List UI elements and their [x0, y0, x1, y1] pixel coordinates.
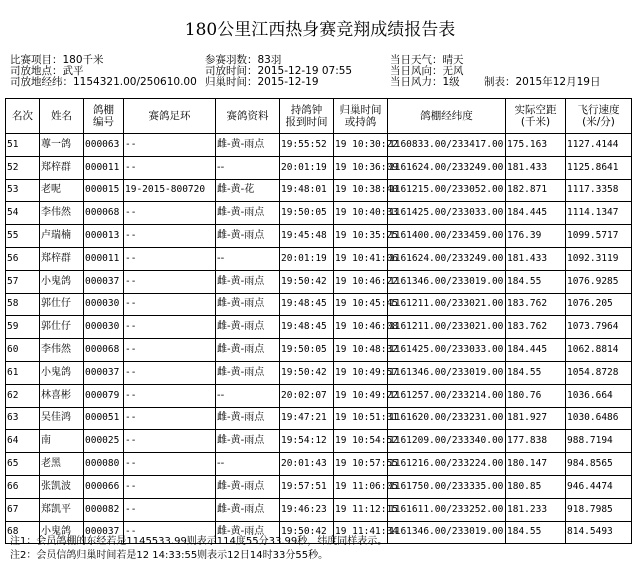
cell-coords: 1161425.00/233033.00: [388, 202, 506, 225]
cell-coords: 1161425.00/233033.00: [388, 339, 506, 362]
cell-loft-no: 000030: [84, 316, 124, 339]
cell-clock-time: 19:47:21: [280, 407, 334, 430]
cell-distance: 184.55: [506, 361, 566, 384]
cell-coords: 1161215.00/233052.00: [388, 179, 506, 202]
cell-return-time: 19 10:48:32: [334, 339, 388, 362]
cell-name: 吴佳鸿: [40, 407, 84, 430]
wind-direction: 当日风向：无风: [390, 65, 464, 77]
cell-clock-time: 19:54:12: [280, 430, 334, 453]
cell-distance: 184.55: [506, 270, 566, 293]
cell-loft-no: 000011: [84, 156, 124, 179]
table-row: [6, 179, 632, 202]
cell-ring: --: [124, 407, 216, 430]
cell-loft-no: 000011: [84, 247, 124, 270]
cell-return-time: 19 10:45:45: [334, 293, 388, 316]
cell-return-time: 19 10:46:22: [334, 270, 388, 293]
cell-distance: 180.85: [506, 475, 566, 498]
cell-ring: --: [124, 293, 216, 316]
cell-rank: 63: [6, 407, 40, 430]
cell-name: 老呢: [40, 179, 84, 202]
cell-ring: --: [124, 430, 216, 453]
cell-loft-no: 000063: [84, 134, 124, 157]
cell-distance: 180.147: [506, 453, 566, 476]
cell-pigeon-info: 雌-黄-雨点: [216, 521, 280, 544]
cell-rank: 59: [6, 316, 40, 339]
report-title: 180公里江西热身赛竞翔成绩报告表: [184, 20, 456, 40]
cell-coords: 1161211.00/233021.00: [388, 316, 506, 339]
cell-clock-time: 19:50:05: [280, 339, 334, 362]
cell-return-time: 19 10:35:25: [334, 225, 388, 248]
cell-distance: 183.762: [506, 293, 566, 316]
cell-pigeon-info: 雌-黄-雨点: [216, 225, 280, 248]
cell-loft-no: 000082: [84, 498, 124, 521]
cell-loft-no: 000037: [84, 270, 124, 293]
cell-rank: 51: [6, 134, 40, 157]
table-row: [6, 247, 632, 270]
cell-return-time: 19 10:38:40: [334, 179, 388, 202]
cell-return-time: 19 10:46:08: [334, 316, 388, 339]
cell-distance: 180.76: [506, 384, 566, 407]
cell-speed: 1076.205: [566, 293, 632, 316]
cell-clock-time: 19:48:45: [280, 316, 334, 339]
cell-speed: 1114.1347: [566, 202, 632, 225]
cell-name: 林喜彬: [40, 384, 84, 407]
cell-pigeon-info: 雌-黄-雨点: [216, 407, 280, 430]
col-header-pigeon-info: 赛鸽资料: [216, 99, 280, 134]
table-row: [6, 430, 632, 453]
release-place: 司放地点：武平: [10, 65, 84, 77]
cell-name: 张凯波: [40, 475, 84, 498]
cell-distance: 184.55: [506, 521, 566, 544]
cell-pigeon-info: 雌-黄-雨点: [216, 270, 280, 293]
cell-coords: 1161209.00/233340.00: [388, 430, 506, 453]
col-header-ring: 赛鸽足环: [124, 99, 216, 134]
cell-rank: 52: [6, 156, 40, 179]
cell-name: 卢瑞楠: [40, 225, 84, 248]
release-coords: 司放地经纬：1154321.00/250610.00: [10, 76, 197, 88]
cell-rank: 58: [6, 293, 40, 316]
cell-ring: --: [124, 156, 216, 179]
cell-speed: 1092.3119: [566, 247, 632, 270]
cell-distance: 184.445: [506, 202, 566, 225]
table-row: [6, 156, 632, 179]
cell-loft-no: 000013: [84, 225, 124, 248]
cell-distance: 181.433: [506, 247, 566, 270]
cell-speed: 988.7194: [566, 430, 632, 453]
cell-coords: 1160833.00/233417.00: [388, 134, 506, 157]
cell-rank: 57: [6, 270, 40, 293]
cell-name: 蓴一鸽: [40, 134, 84, 157]
cell-ring: --: [124, 202, 216, 225]
cell-rank: 55: [6, 225, 40, 248]
table-row: [6, 384, 632, 407]
cell-coords: 1161611.00/233252.00: [388, 498, 506, 521]
cell-speed: 1127.4144: [566, 134, 632, 157]
cell-loft-no: 000030: [84, 293, 124, 316]
col-header-clock-time: 持鸽钟 报到时间: [280, 99, 334, 134]
table-row: [6, 225, 632, 248]
cell-return-time: 19 11:41:34: [334, 521, 388, 544]
cell-speed: 1125.8641: [566, 156, 632, 179]
cell-rank: 62: [6, 384, 40, 407]
cell-name: 郑梓群: [40, 247, 84, 270]
note-2: 注2：会员信鸽归巢时间若是12 14:33:55则表示12日14时33分55秒。: [10, 550, 329, 561]
cell-clock-time: 19:50:42: [280, 270, 334, 293]
table-body: [6, 134, 632, 544]
wind-force: 当日风力：1级: [390, 76, 460, 88]
cell-coords: 1161346.00/233019.00: [388, 521, 506, 544]
cell-pigeon-info: 雌-黄-雨点: [216, 361, 280, 384]
cell-pigeon-info: 雌-黄-花: [216, 179, 280, 202]
cell-name: 南: [40, 430, 84, 453]
cell-distance: 184.445: [506, 339, 566, 362]
cell-speed: 1073.7964: [566, 316, 632, 339]
col-header-name: 姓名: [40, 99, 84, 134]
cell-return-time: 19 10:49:57: [334, 361, 388, 384]
cell-coords: 1161620.00/233231.00: [388, 407, 506, 430]
cell-speed: 918.7985: [566, 498, 632, 521]
cell-loft-no: 000025: [84, 430, 124, 453]
release-time: 司放时间：2015-12-19 07:55: [205, 65, 353, 77]
cell-return-time: 19 11:12:15: [334, 498, 388, 521]
cell-clock-time: 19:55:52: [280, 134, 334, 157]
cell-ring: 19-2015-800720: [124, 179, 216, 202]
cell-speed: 814.5493: [566, 521, 632, 544]
cell-rank: 60: [6, 339, 40, 362]
cell-coords: 1161346.00/233019.00: [388, 361, 506, 384]
weather: 当日天气：晴天: [390, 54, 464, 66]
cell-speed: 1076.9285: [566, 270, 632, 293]
cell-clock-time: 20:02:07: [280, 384, 334, 407]
race-item: 比赛项目：180千米: [10, 54, 104, 66]
cell-coords: 1161257.00/233214.00: [388, 384, 506, 407]
cell-speed: 984.8565: [566, 453, 632, 476]
cell-ring: --: [124, 339, 216, 362]
table-row: [6, 339, 632, 362]
cell-clock-time: 19:48:01: [280, 179, 334, 202]
cell-clock-time: 20:01:19: [280, 247, 334, 270]
cell-ring: --: [124, 316, 216, 339]
cell-coords: 1161211.00/233021.00: [388, 293, 506, 316]
cell-return-time: 19 11:06:05: [334, 475, 388, 498]
table-row: [6, 498, 632, 521]
cell-loft-no: 000068: [84, 339, 124, 362]
cell-return-time: 19 10:57:55: [334, 453, 388, 476]
cell-rank: 67: [6, 498, 40, 521]
col-header-speed: 飞行速度 (米/分): [566, 99, 632, 134]
cell-loft-no: 000037: [84, 361, 124, 384]
cell-return-time: 19 10:41:06: [334, 247, 388, 270]
cell-clock-time: 19:50:42: [280, 361, 334, 384]
cell-coords: 1161624.00/233249.00: [388, 156, 506, 179]
cell-name: 小鬼鸽: [40, 361, 84, 384]
results-table: [5, 98, 632, 544]
table-header-row: [6, 99, 632, 134]
col-header-distance: 实际空距 (千米): [506, 99, 566, 134]
cell-distance: 182.871: [506, 179, 566, 202]
pigeon-count: 参赛羽数：83羽: [205, 54, 282, 66]
cell-distance: 176.39: [506, 225, 566, 248]
table-row: [6, 316, 632, 339]
table-row: [6, 293, 632, 316]
cell-speed: 1099.5717: [566, 225, 632, 248]
cell-rank: 68: [6, 521, 40, 544]
table-row: [6, 453, 632, 476]
cell-distance: 175.163: [506, 134, 566, 157]
cell-clock-time: 19:57:51: [280, 475, 334, 498]
cell-ring: --: [124, 384, 216, 407]
cell-pigeon-info: 雌-黄-雨点: [216, 134, 280, 157]
cell-clock-time: 19:48:45: [280, 293, 334, 316]
cell-coords: 1161750.00/233335.00: [388, 475, 506, 498]
cell-loft-no: 000079: [84, 384, 124, 407]
note-1: 注1：会员鸽棚的东经若是1145533.99则表示114度55分33.99秒，纬度同样表示。: [10, 536, 388, 547]
cell-pigeon-info: 雌-黄-雨点: [216, 339, 280, 362]
col-header-rank: 名次: [6, 99, 40, 134]
cell-rank: 65: [6, 453, 40, 476]
cell-rank: 54: [6, 202, 40, 225]
cell-speed: 946.4474: [566, 475, 632, 498]
cell-name: 郭仕仔: [40, 293, 84, 316]
cell-distance: 183.762: [506, 316, 566, 339]
table-row: [6, 475, 632, 498]
col-header-return-time: 归巢时间 或持鸽: [334, 99, 388, 134]
cell-clock-time: 19:50:05: [280, 202, 334, 225]
cell-name: 郑凯平: [40, 498, 84, 521]
made-date: 制表：2015年12月19日: [484, 76, 601, 88]
table-row: [6, 134, 632, 157]
table-row: [6, 361, 632, 384]
cell-clock-time: 20:01:43: [280, 453, 334, 476]
cell-loft-no: 000051: [84, 407, 124, 430]
cell-speed: 1036.664: [566, 384, 632, 407]
cell-pigeon-info: --: [216, 156, 280, 179]
cell-return-time: 19 10:54:52: [334, 430, 388, 453]
cell-return-time: 19 10:49:22: [334, 384, 388, 407]
cell-pigeon-info: --: [216, 453, 280, 476]
cell-pigeon-info: 雌-黄-雨点: [216, 316, 280, 339]
cell-pigeon-info: 雌-黄-雨点: [216, 498, 280, 521]
cell-return-time: 19 10:36:09: [334, 156, 388, 179]
cell-return-time: 19 10:40:33: [334, 202, 388, 225]
cell-pigeon-info: --: [216, 384, 280, 407]
table-row: [6, 202, 632, 225]
col-header-loft-no: 鸽棚 编号: [84, 99, 124, 134]
cell-rank: 53: [6, 179, 40, 202]
cell-distance: 181.433: [506, 156, 566, 179]
cell-clock-time: 20:01:19: [280, 156, 334, 179]
cell-loft-no: 000080: [84, 453, 124, 476]
cell-ring: --: [124, 247, 216, 270]
cell-clock-time: 19:50:42: [280, 521, 334, 544]
cell-name: 郭仕仔: [40, 316, 84, 339]
cell-name: 小鬼鸽: [40, 270, 84, 293]
table-row: [6, 270, 632, 293]
cell-loft-no: 000066: [84, 475, 124, 498]
cell-pigeon-info: 雌-黄-雨点: [216, 293, 280, 316]
cell-name: 老黑: [40, 453, 84, 476]
cell-name: 李伟然: [40, 339, 84, 362]
cell-loft-no: 000015: [84, 179, 124, 202]
cell-name: 小鬼鸽: [40, 521, 84, 544]
cell-pigeon-info: --: [216, 247, 280, 270]
cell-name: 李伟然: [40, 202, 84, 225]
cell-ring: --: [124, 453, 216, 476]
cell-pigeon-info: 雌-黄-雨点: [216, 475, 280, 498]
cell-ring: --: [124, 134, 216, 157]
return-time: 归巢时间：2015-12-19: [205, 76, 319, 88]
cell-rank: 61: [6, 361, 40, 384]
col-header-coords: 鸽棚经纬度: [388, 99, 506, 134]
cell-coords: 1161216.00/233224.00: [388, 453, 506, 476]
cell-ring: --: [124, 498, 216, 521]
cell-coords: 1161624.00/233249.00: [388, 247, 506, 270]
cell-speed: 1054.8728: [566, 361, 632, 384]
cell-ring: --: [124, 225, 216, 248]
cell-coords: 1161400.00/233459.00: [388, 225, 506, 248]
cell-distance: 177.838: [506, 430, 566, 453]
cell-speed: 1062.8814: [566, 339, 632, 362]
cell-ring: --: [124, 521, 216, 544]
cell-loft-no: 000037: [84, 521, 124, 544]
cell-return-time: 19 10:51:31: [334, 407, 388, 430]
cell-loft-no: 000068: [84, 202, 124, 225]
cell-clock-time: 19:46:23: [280, 498, 334, 521]
cell-rank: 56: [6, 247, 40, 270]
cell-name: 郑梓群: [40, 156, 84, 179]
cell-ring: --: [124, 475, 216, 498]
cell-return-time: 19 10:30:22: [334, 134, 388, 157]
cell-ring: --: [124, 270, 216, 293]
cell-coords: 1161346.00/233019.00: [388, 270, 506, 293]
cell-distance: 181.927: [506, 407, 566, 430]
cell-clock-time: 19:45:48: [280, 225, 334, 248]
cell-speed: 1030.6486: [566, 407, 632, 430]
cell-rank: 64: [6, 430, 40, 453]
cell-speed: 1117.3358: [566, 179, 632, 202]
cell-distance: 181.233: [506, 498, 566, 521]
cell-rank: 66: [6, 475, 40, 498]
cell-pigeon-info: 雌-黄-雨点: [216, 430, 280, 453]
cell-ring: --: [124, 361, 216, 384]
cell-pigeon-info: 雌-黄-雨点: [216, 202, 280, 225]
table-row: [6, 407, 632, 430]
